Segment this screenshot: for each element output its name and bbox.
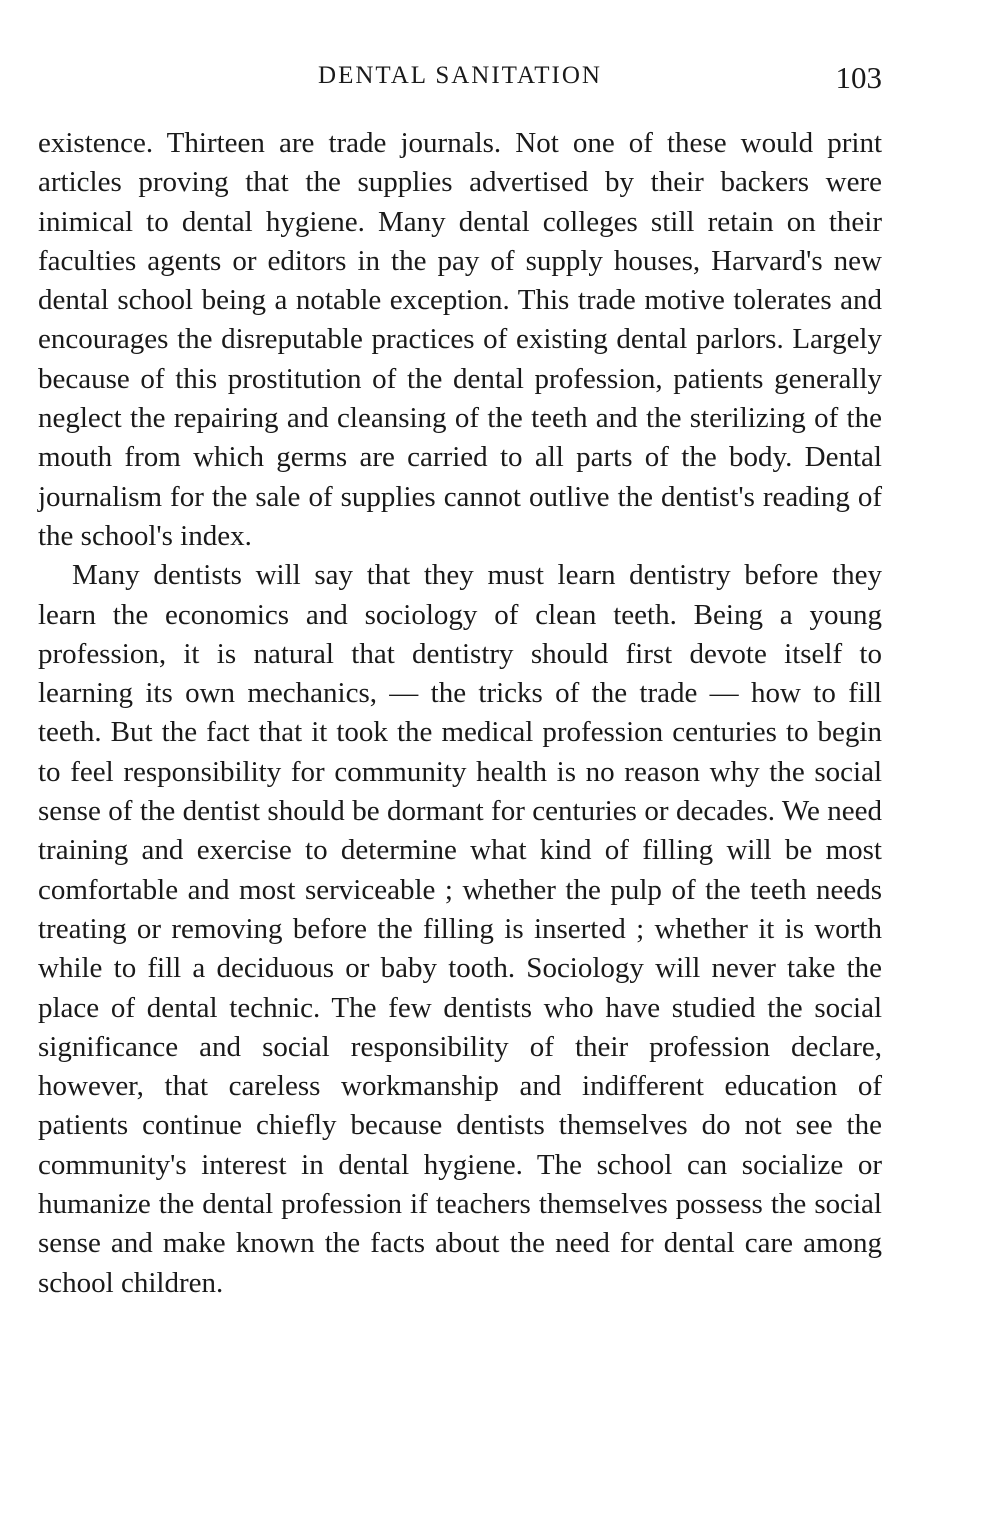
paragraph-2: Many dentists will say that they must learn dentistry before they learn the economics and sociology of clean teeth. Being a young profession, it is natural that dentistry should first devote itself to learning its own mechanics, — the tricks of the trade — how to fill teeth. But the fact that it took the medical profession centuries to begin to feel responsibility for community health is no reason why the social sense of the dentist should be dormant for centuries or decades. We need training and exercise to determine what kind of filling will be most comfortable and most serviceable ; whether the pulp of the teeth needs treating or removing before the filling is inserted ; whether it is worth while to fill a deciduous or baby tooth. Sociology will never take the place of dental technic. The few dentists who have studied the social significance and social responsibility of their profession declare, however, that careless workmanship and indifferent education of patients continue chiefly because dentists themselves do not see the community's interest in dental hygiene. The school can socialize or humanize the dental profession if teachers themselves possess the social sense and make known the facts about the need for dental care among school children.	[38, 559, 882, 1299]
page-header	[38, 58, 882, 98]
body-text	[38, 124, 882, 1303]
running-title: DENTAL SANITATION	[318, 62, 602, 89]
paragraph-1: existence. Thirteen are trade journals. Not one of these would print articles proving that the supplies advertised by their backers were inimical to dental hygiene. Many dental colleges still retain on their faculties agents or editors in the pay of supply houses, Harvard's new dental school being a notable exception. This trade motive tolerates and encourages the disreputable practices of existing dental parlors. Largely because of this prostitution of the dental profession, patients generally neglect the repairing and cleansing of the teeth and the sterilizing of the mouth from which germs are carried to all parts of the body. Dental journalism for the sale of supplies cannot outlive the dentist's reading of the school's index.	[38, 127, 882, 552]
page-number: 103	[835, 60, 882, 95]
